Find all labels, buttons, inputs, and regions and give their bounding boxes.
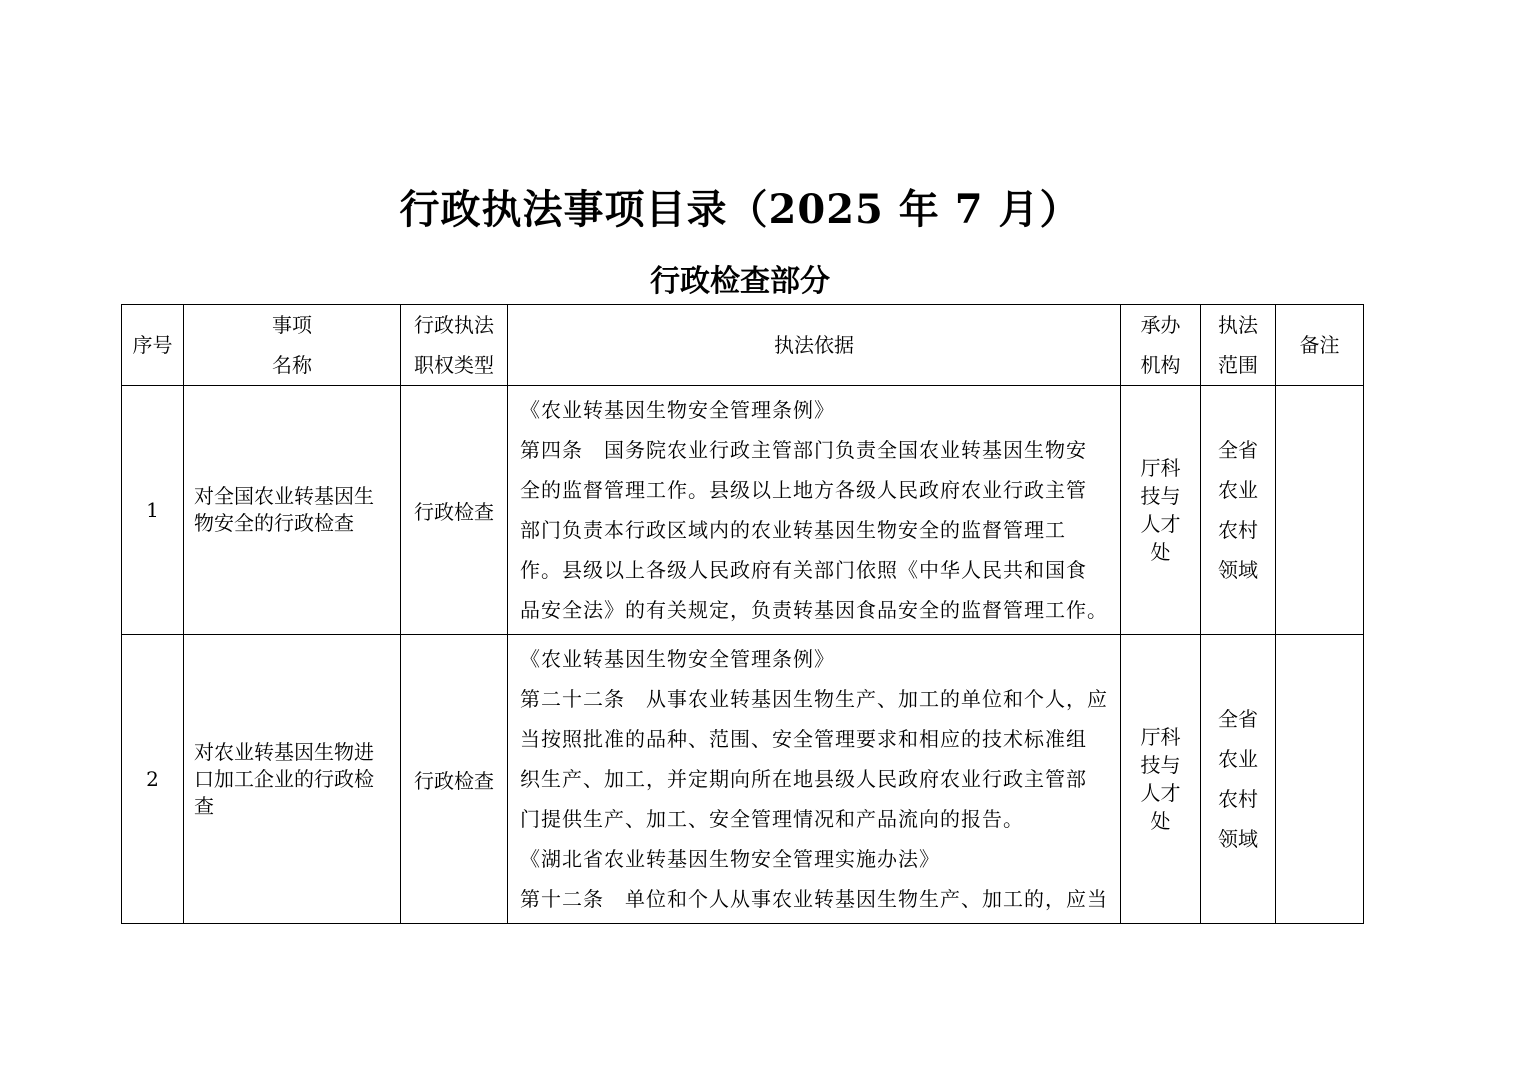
row-remark (1276, 635, 1364, 924)
row-scope: 全省农业农村领域 (1201, 386, 1276, 635)
header-remark: 备注 (1276, 305, 1364, 386)
table-row (122, 386, 1364, 635)
row-org: 厅科技与人才处 (1121, 386, 1201, 635)
basis-line: 《农业转基因生物安全管理条例》 (520, 398, 835, 422)
row-type: 行政检查 (401, 635, 508, 924)
table-row (122, 635, 1364, 924)
document-title: 行政执法事项目录（2025 年 7 月） (399, 186, 1081, 233)
basis-line: 第四条 国务院农业行政主管部门负责全国农业转基因生物安 (520, 438, 1087, 462)
header-scope-line2: 范围 (1218, 353, 1258, 377)
header-org-line2: 机构 (1140, 353, 1181, 377)
basis-line: 当按照批准的品种、范围、安全管理要求和相应的技术标准组 (520, 727, 1087, 751)
table-header-row (122, 305, 1364, 386)
basis-line: 《农业转基因生物安全管理条例》 (520, 647, 835, 671)
enforcement-table (121, 304, 1364, 924)
header-scope-line1: 执法 (1218, 313, 1258, 337)
row-item-name: 对农业转基因生物进口加工企业的行政检查 (184, 635, 401, 924)
header-num: 序号 (122, 305, 184, 386)
header-org-line1: 承办 (1140, 313, 1181, 337)
basis-line: 织生产、加工，并定期向所在地县级人民政府农业行政主管部 (520, 767, 1087, 791)
row-remark (1276, 386, 1364, 635)
row-basis (508, 635, 1121, 924)
header-type (401, 305, 508, 386)
row-num: 1 (122, 386, 184, 635)
row-basis (508, 386, 1121, 635)
basis-line: 第二十二条 从事农业转基因生物生产、加工的单位和个人，应 (520, 687, 1108, 711)
basis-line: 全的监督管理工作。县级以上地方各级人民政府农业行政主管 (520, 478, 1087, 502)
basis-line: 部门负责本行政区域内的农业转基因生物安全的监督管理工 (520, 518, 1066, 542)
header-name (184, 305, 401, 386)
basis-line: 作。县级以上各级人民政府有关部门依照《中华人民共和国食 (520, 558, 1087, 582)
header-scope (1201, 305, 1276, 386)
header-type-line2: 职权类型 (414, 353, 494, 377)
row-num: 2 (122, 635, 184, 924)
header-basis: 执法依据 (508, 305, 1121, 386)
header-type-line1: 行政执法 (414, 313, 494, 337)
row-item-name: 对全国农业转基因生物安全的行政检查 (184, 386, 401, 635)
basis-line: 第十二条 单位和个人从事农业转基因生物生产、加工的，应当 (520, 887, 1108, 911)
header-org (1121, 305, 1201, 386)
header-name-line1: 事项 (272, 313, 312, 337)
row-org: 厅科技与人才处 (1121, 635, 1201, 924)
basis-line: 《湖北省农业转基因生物安全管理实施办法》 (520, 847, 940, 871)
section-subtitle: 行政检查部分 (650, 264, 830, 299)
row-type: 行政检查 (401, 386, 508, 635)
row-scope: 全省农业农村领域 (1201, 635, 1276, 924)
basis-line: 门提供生产、加工、安全管理情况和产品流向的报告。 (520, 807, 1024, 831)
basis-line: 品安全法》的有关规定，负责转基因食品安全的监督管理工作。 (520, 598, 1108, 622)
header-name-line2: 名称 (272, 353, 312, 377)
